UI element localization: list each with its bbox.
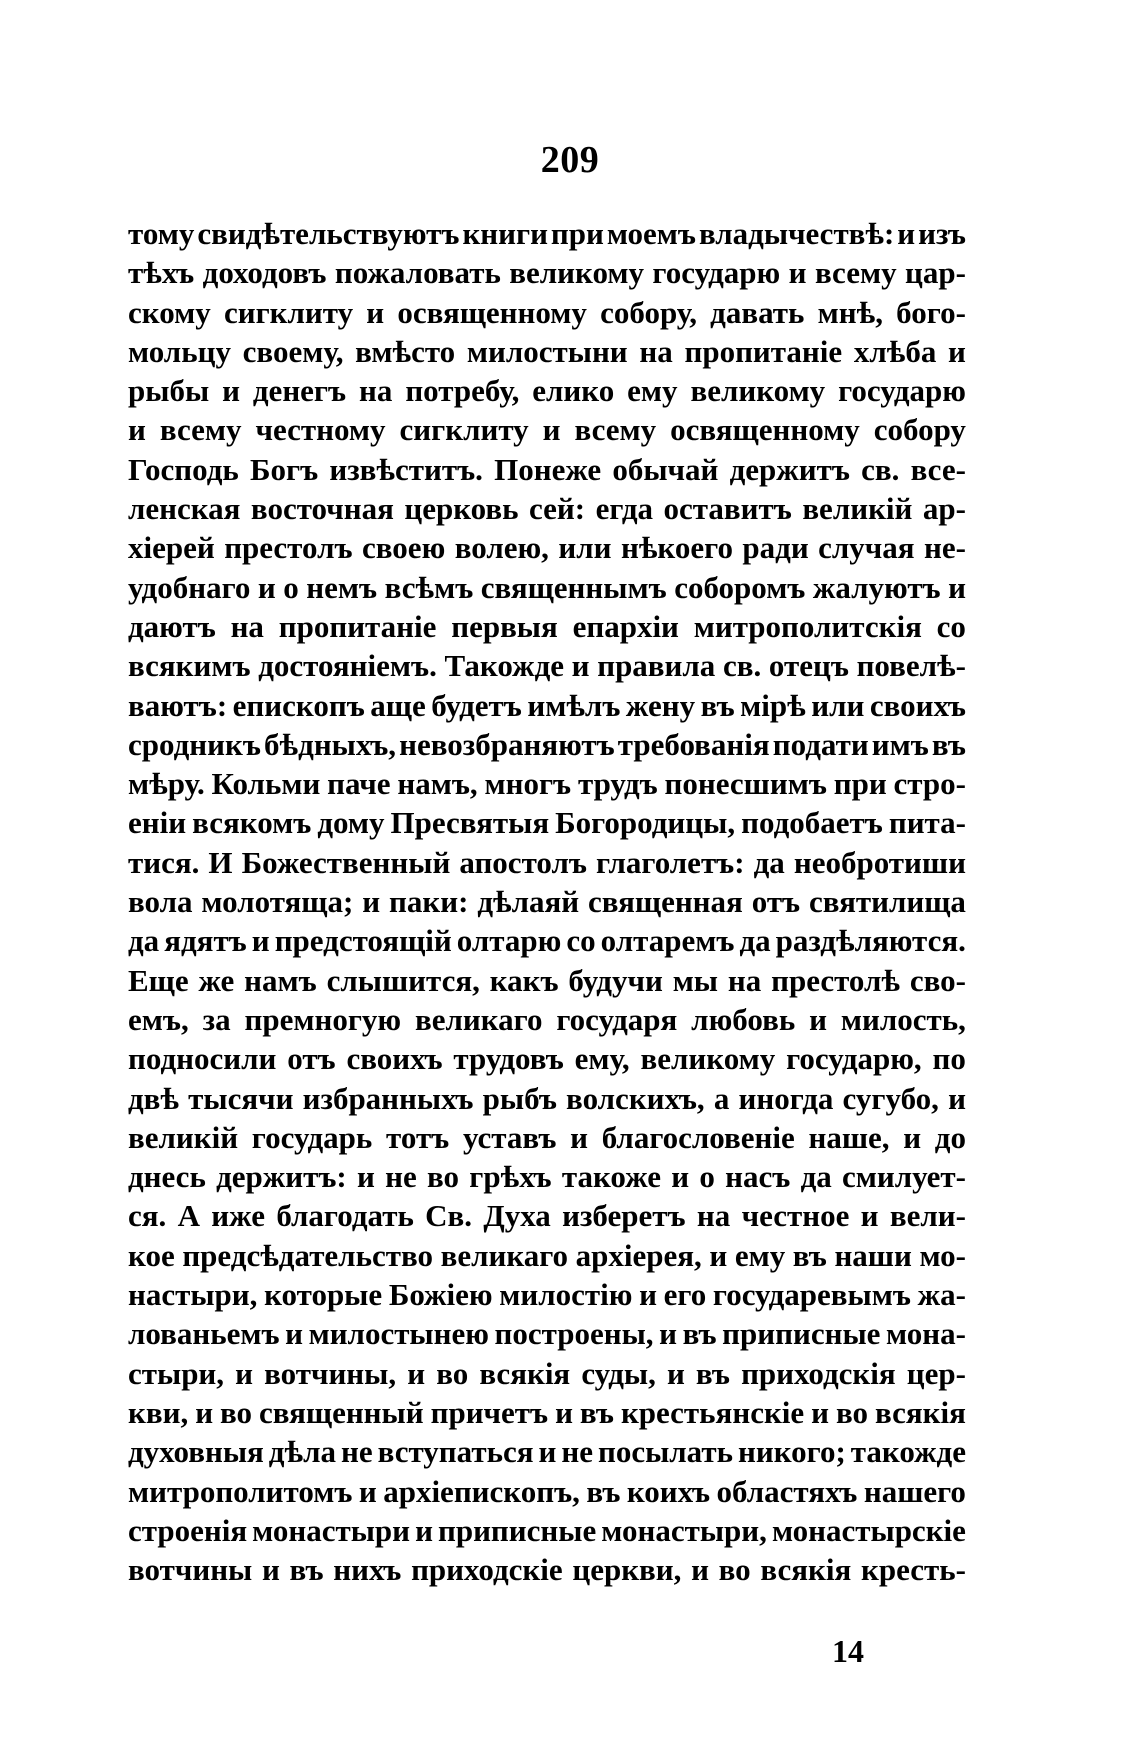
text-line: строенія монастыри и приписные монастыри, монастырскіе	[128, 1512, 966, 1548]
text-line: всякимъ достояніемъ. Такожде и правила св. отецъ повелѣ-	[128, 648, 966, 684]
text-line: тому свидѣтельствуютъ книги при моемъ владычествѣ: и изъ	[128, 216, 966, 251]
text-line: рыбы и денегъ на потребу, елико ему великому государю	[128, 373, 966, 409]
text-line: сродникъ бѣдныхъ, невозбраняютъ требованія подати имъ въ	[128, 726, 966, 762]
text-line: тѣхъ доходовъ пожаловать великому государю и всему цар-	[128, 255, 966, 291]
text-line: днесь держитъ: и не во грѣхъ такоже и о насъ да смилует-	[128, 1159, 966, 1195]
text-line: кое предсѣдательство великаго архіерея, и ему въ наши мо-	[128, 1237, 966, 1273]
text-line: даютъ на пропитаніе первыя епархіи митрополитскія со	[128, 608, 966, 644]
text-line: и всему честному сигклиту и всему освященному собору	[128, 412, 966, 448]
text-line: стыри, и вотчины, и во всякія суды, и въ приходскія цер-	[128, 1355, 966, 1391]
text-line: Еще же намъ слышится, какъ будучи мы на престолѣ сво-	[128, 962, 966, 998]
text-line: духовныя дѣла не вступаться и не посылать никого; такожде	[128, 1434, 966, 1470]
text-line: митрополитомъ и архіепископъ, въ коихъ областяхъ нашего	[128, 1473, 966, 1509]
signature-mark: 14	[832, 1633, 864, 1669]
text-line: Господь Богъ извѣститъ. Понеже обычай держитъ св. все-	[128, 451, 966, 487]
page-number: 209	[540, 139, 600, 181]
text-line: емъ, за премногую великаго государя любовь и милость,	[128, 1001, 966, 1037]
text-line: лованьемъ и милостынею построены, и въ приписные мона-	[128, 1316, 966, 1352]
text-line: подносили отъ своихъ трудовъ ему, великому государю, по	[128, 1041, 966, 1077]
text-line: да ядятъ и предстоящій олтарю со олтаремъ да раздѣляются.	[128, 923, 966, 959]
text-line: кви, и во священный причетъ и въ крестьянскіе и во всякія	[128, 1394, 966, 1430]
text-line: двѣ тысячи избранныхъ рыбъ волскихъ, а иногда сугубо, и	[128, 1080, 966, 1116]
text-line: еніи всякомъ дому Пресвятыя Богородицы, подобаетъ пита-	[128, 805, 966, 841]
text-line: ленская восточная церковь сей: егда оставитъ великій ар-	[128, 491, 966, 527]
text-line: великій государь тотъ уставъ и благословеніе наше, и до	[128, 1119, 966, 1155]
text-line: настыри, которые Божіею милостію и его государевымъ жа-	[128, 1277, 966, 1313]
text-line: вола молотяща; и паки: дѣлаяй священная отъ святилища	[128, 884, 966, 920]
text-line: удобнаго и о немъ всѣмъ священнымъ соборомъ жалуютъ и	[128, 569, 966, 605]
text-line: ваютъ: епископъ аще будетъ имѣлъ жену въ мірѣ или своихъ	[128, 687, 966, 723]
text-line: мольцу своему, вмѣсто милостыни на пропитаніе хлѣба и	[128, 333, 966, 369]
text-line: скому сигклиту и освященному собору, давать мнѣ, бого-	[128, 294, 966, 330]
text-line: вотчины и въ нихъ приходскіе церкви, и во всякія кресть-	[128, 1552, 966, 1588]
text-line: ся. А иже благодать Св. Духа изберетъ на честное и вели-	[128, 1198, 966, 1234]
body-text	[128, 214, 966, 1589]
text-line: тися. И Божественный апостолъ глаголетъ: да необротиши	[128, 844, 966, 880]
text-line: мѣру. Кольми паче намъ, многъ трудъ понесшимъ при стро-	[128, 766, 966, 802]
text-line: хіерей престолъ своею волею, или нѣкоего ради случая не-	[128, 530, 966, 566]
